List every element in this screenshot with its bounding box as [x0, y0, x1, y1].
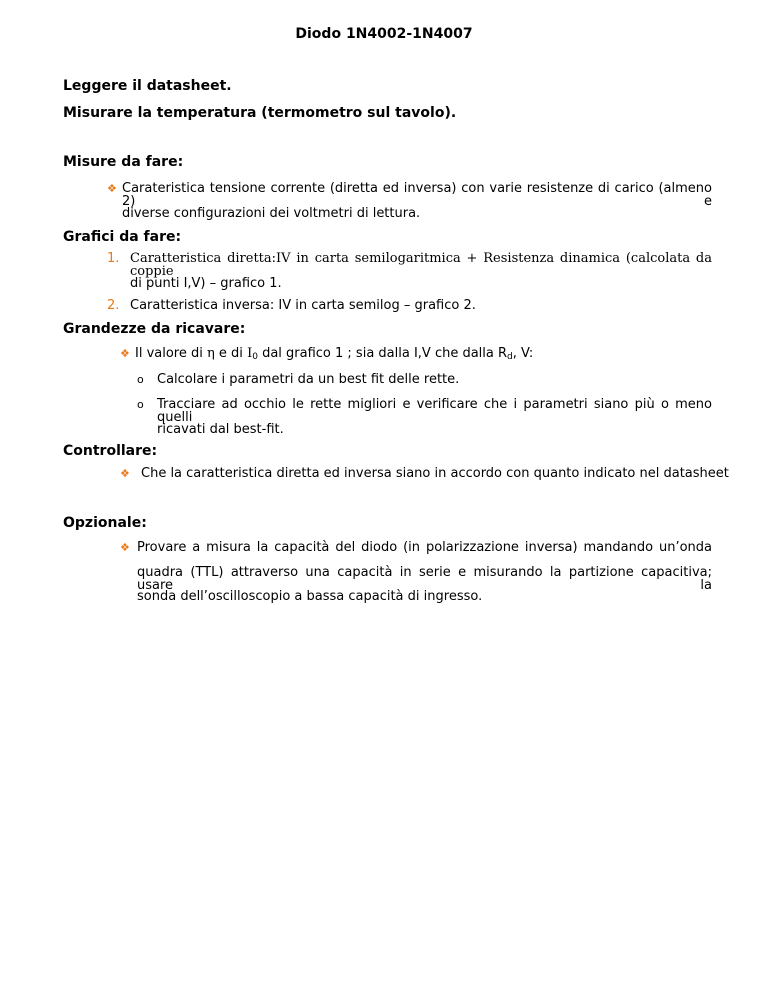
grafici-item-2-line-1: Caratteristica inversa: IV in carta semilog – grafico 2.	[130, 298, 476, 313]
grafici-item-1-number: 1.	[107, 251, 120, 266]
grandezze-text-b: e di	[214, 346, 248, 361]
i0-subscript: 0	[252, 352, 258, 362]
eta-symbol: η	[207, 346, 215, 361]
grafici-heading: Grafici da fare:	[63, 229, 182, 245]
grandezze-sub-2-line-2: ricavati dal best-fit.	[157, 422, 284, 437]
diamond-bullet-icon: ❖	[120, 467, 130, 480]
i0-letter: I	[247, 346, 253, 361]
grandezze-item-1	[135, 347, 533, 360]
opzionale-item-1-line-1: Provare a misura la capacità del diodo (in polarizzazione inversa) mandando un’onda	[137, 540, 712, 555]
grandezze-sub-1: Calcolare i parametri da un best fit delle rette.	[157, 372, 460, 387]
grandezze-text-d: , V:	[512, 346, 534, 361]
misure-heading: Misure da fare:	[63, 154, 184, 170]
opzionale-heading: Opzionale:	[63, 515, 147, 531]
misure-item-1-line-2: diverse configurazioni dei voltmetri di lettura.	[122, 206, 421, 221]
grandezze-text-c: dal grafico 1 ; sia dalla I,V che dalla R	[257, 346, 508, 361]
intro-line-2: Misurare la temperatura (termometro sul tavolo).	[63, 105, 457, 121]
grandezze-heading: Grandezze da ricavare:	[63, 321, 246, 337]
diamond-bullet-icon: ❖	[107, 182, 117, 195]
misure-item-1-line-1: Carateristica tensione corrente (diretta ed inversa) con varie resistenze di carico (almeno 2) e	[122, 181, 712, 209]
controllare-item-1: Che la caratteristica diretta ed inversa siano in accordo con quanto indicato nel datasheet	[141, 466, 729, 481]
grafici-item-2-number: 2.	[107, 298, 120, 313]
circle-bullet-icon: o	[137, 373, 144, 386]
grandezze-sub-2-line-1: Tracciare ad occhio le rette migliori e verificare che i parametri siano più o meno quelli	[157, 397, 712, 425]
controllare-heading: Controllare:	[63, 443, 158, 459]
grafici-item-1-line-2: di punti I,V) – grafico 1.	[130, 276, 282, 291]
grandezze-text-a: Il valore di	[135, 346, 207, 361]
diamond-bullet-icon: ❖	[120, 541, 130, 554]
circle-bullet-icon: o	[137, 398, 144, 411]
diamond-bullet-icon: ❖	[120, 347, 130, 360]
grafici-item-1-line-1: Caratteristica diretta:IV in carta semilogaritmica + Resistenza dinamica (calcolata da coppie	[130, 251, 712, 279]
document-title: Diodo 1N4002-1N4007	[295, 26, 473, 42]
opzionale-item-1-line-3: sonda dell’oscilloscopio a bassa capacità di ingresso.	[137, 589, 483, 604]
opzionale-item-1-line-2: quadra (TTL) attraverso una capacità in serie e misurando la partizione capacitiva; usare la	[137, 565, 712, 593]
intro-line-1: Leggere il datasheet.	[63, 78, 232, 94]
rd-subscript: d	[507, 352, 513, 362]
